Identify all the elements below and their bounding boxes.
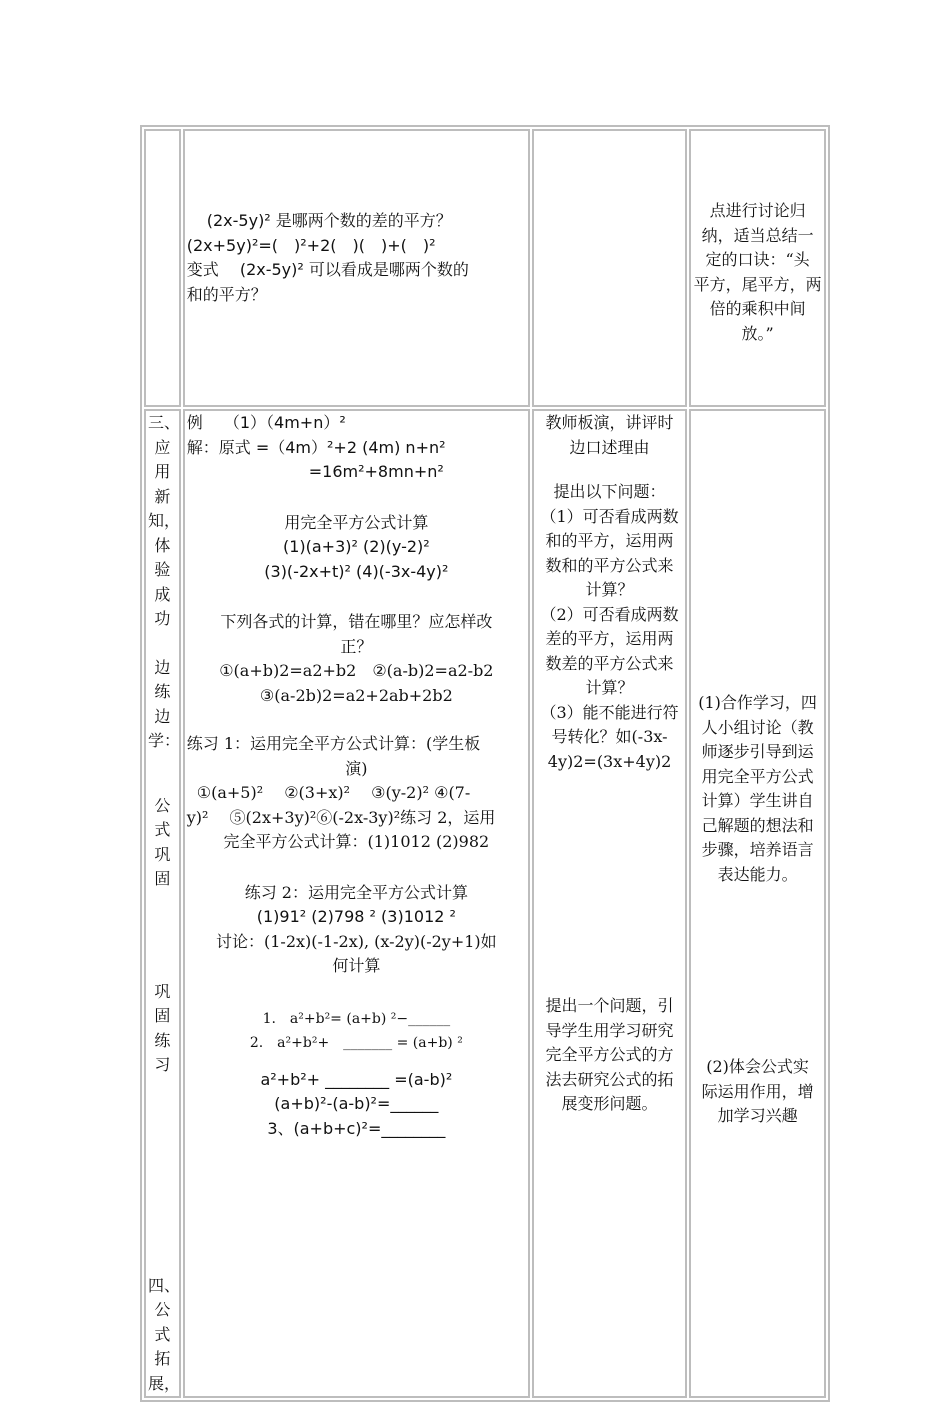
raise-question: 完全平方公式的方 bbox=[545, 1045, 674, 1064]
intent-line: 际运用作用，增 bbox=[701, 1081, 814, 1101]
question-item: 提出以下问题： bbox=[553, 482, 666, 501]
row2-col3-cell bbox=[532, 409, 687, 1398]
question-item: （2）可否看成两数 bbox=[540, 604, 679, 624]
error-title: 正？ bbox=[340, 636, 373, 656]
row2-col1-cell bbox=[144, 409, 181, 1398]
example-step: =16m²+8mn+n² bbox=[308, 462, 444, 481]
question-item: 和的平方，运用两 bbox=[545, 531, 674, 550]
table-row bbox=[144, 409, 826, 1398]
section-label: 巩固 bbox=[154, 844, 171, 888]
discussion-line: 讨论：(1-2x)(-1-2x), (x-2y)(-2y+1)如 bbox=[216, 931, 497, 951]
intent-line: 师逐步引导到运 bbox=[701, 742, 814, 761]
exercise1-line: 完全平方公式计算：(1)1012 (2)982 bbox=[223, 832, 490, 851]
summary-line: 倍的乘积中间 bbox=[709, 299, 806, 318]
row1-col2-cell bbox=[183, 129, 530, 407]
section-label: 体验 bbox=[154, 535, 171, 579]
document-page bbox=[140, 125, 830, 1393]
question-item: 计算？ bbox=[585, 678, 634, 697]
extension-line: 2. a²+b²+ _______ = (a+b) ² bbox=[249, 1035, 463, 1051]
intent-line: 步骤，培养语言 bbox=[701, 840, 814, 859]
row1-col1-cell bbox=[144, 129, 181, 407]
row1-col3-cell bbox=[532, 129, 687, 407]
summary-line: 平方，尾平方，两 bbox=[693, 274, 822, 294]
section-label: 边 bbox=[154, 706, 171, 726]
question-line-4: 和的平方？ bbox=[186, 284, 267, 304]
question-line-2: (2x+5y)²=( )²+2( )( )+( )² bbox=[186, 235, 436, 255]
raise-question: 法去研究公式的拓 bbox=[545, 1069, 674, 1089]
calc-title: 用完全平方公式计算 bbox=[284, 512, 429, 532]
calc-line: (1)(a+3)² (2)(y-2)² bbox=[282, 537, 430, 556]
question-item: 差的平方，运用两 bbox=[545, 629, 674, 648]
intent-line: 计算）学生讲自 bbox=[701, 791, 814, 810]
extension-line: 3、(a+b+c)²=________ bbox=[267, 1118, 446, 1138]
section-label: 公式 bbox=[154, 1300, 171, 1344]
intent-line: 己解题的想法和 bbox=[701, 815, 814, 835]
question-item: （3）能不能进行符 bbox=[540, 702, 679, 722]
section-label: 三、 bbox=[148, 413, 181, 432]
exercise1-line: ①(a+5)² ②(3+x)² ③(y-2)² ④(7- bbox=[196, 783, 471, 802]
section-label: 边练 bbox=[154, 657, 171, 701]
error-title: 下列各式的计算，错在哪里？应怎样改 bbox=[220, 612, 493, 631]
intent-line: (1)合作学习，四 bbox=[698, 693, 817, 712]
exercise1-title: 练习 1：运用完全平方公式计算：(学生板 bbox=[186, 734, 481, 753]
section-label: 四、 bbox=[148, 1275, 181, 1295]
raise-question: 展变形问题。 bbox=[561, 1094, 658, 1113]
summary-line: 纳，适当总结一 bbox=[701, 225, 814, 245]
section-label: 展， bbox=[148, 1373, 181, 1393]
section-label: 公式 bbox=[154, 795, 171, 839]
raise-question: 提出一个问题，引 bbox=[545, 996, 674, 1015]
row2-col4-cell bbox=[689, 409, 826, 1398]
example-title: 例 （1）（4m+n）² bbox=[186, 413, 346, 432]
intent-line: (2)体会公式实 bbox=[706, 1057, 809, 1076]
calc-line: (3)(-2x+t)² (4)(-3x-4y)² bbox=[264, 561, 449, 581]
question-line-1: (2x-5y)² 是哪两个数的差的平方？ bbox=[206, 211, 452, 230]
row1-col4-cell bbox=[689, 129, 826, 407]
section-label: 成功 bbox=[154, 584, 171, 628]
discussion-line: 何计算 bbox=[332, 956, 381, 975]
intent-line: 加学习兴趣 bbox=[717, 1106, 798, 1125]
error-line: ①(a+b)2=a2+b2 ②(a-b)2=a2-b2 bbox=[219, 661, 494, 680]
extension-line: 1. a²+b²= (a+b) ²−______ bbox=[262, 1010, 451, 1027]
teacher-activity: 教师板演，讲评时 bbox=[545, 413, 674, 432]
lesson-plan-table bbox=[140, 125, 830, 1402]
exercise2-title: 练习 2：运用完全平方公式计算 bbox=[244, 882, 468, 902]
raise-question: 导学生用学习研究 bbox=[545, 1020, 674, 1040]
section-label: 新 bbox=[154, 486, 171, 506]
question-item: 数和的平方公式来 bbox=[545, 555, 674, 575]
question-item: 数差的平方公式来 bbox=[545, 653, 674, 673]
table-row bbox=[144, 129, 826, 407]
example-step: 解：原式 =（4m）²+2 (4m) n+n² bbox=[186, 437, 446, 457]
intent-line: 人小组讨论（教 bbox=[701, 717, 814, 737]
question-item: （1）可否看成两数 bbox=[540, 506, 679, 526]
exercise1-line: y)² ⑤(2x+3y)²⑥(-2x-3y)²练习 2，运用 bbox=[186, 807, 496, 827]
intent-line: 表达能力。 bbox=[717, 864, 798, 884]
question-line-3: 变式 (2x-5y)² 可以看成是哪两个数的 bbox=[186, 260, 469, 279]
teacher-activity: 边口述理由 bbox=[569, 437, 650, 457]
question-item: 4y)2=(3x+4y)2 bbox=[547, 751, 672, 771]
section-label: 拓 bbox=[154, 1349, 171, 1368]
summary-line: 放。” bbox=[741, 323, 774, 343]
error-line: ③(a-2b)2=a2+2ab+2b2 bbox=[259, 685, 453, 705]
summary-line: 点进行讨论归 bbox=[709, 201, 806, 220]
extension-line: a²+b²+ ________ =(a-b)² bbox=[260, 1069, 453, 1089]
exercise1-title: 演) bbox=[345, 758, 368, 778]
summary-line: 定的口诀：“头 bbox=[705, 250, 810, 269]
section-label: 知， bbox=[148, 511, 181, 530]
section-label: 应用 bbox=[154, 437, 171, 481]
question-item: 计算？ bbox=[585, 580, 634, 599]
section-label: 练习 bbox=[154, 1030, 171, 1074]
section-label: 学： bbox=[148, 731, 181, 750]
extension-line: (a+b)²-(a-b)²=______ bbox=[274, 1094, 439, 1113]
intent-line: 用完全平方公式 bbox=[701, 766, 814, 786]
exercise2-line: (1)91² (2)798 ² (3)1012 ² bbox=[256, 907, 456, 926]
row2-col2-cell bbox=[183, 409, 530, 1398]
question-item: 号转化？如(-3x- bbox=[551, 727, 668, 746]
section-label: 巩固 bbox=[154, 981, 171, 1025]
